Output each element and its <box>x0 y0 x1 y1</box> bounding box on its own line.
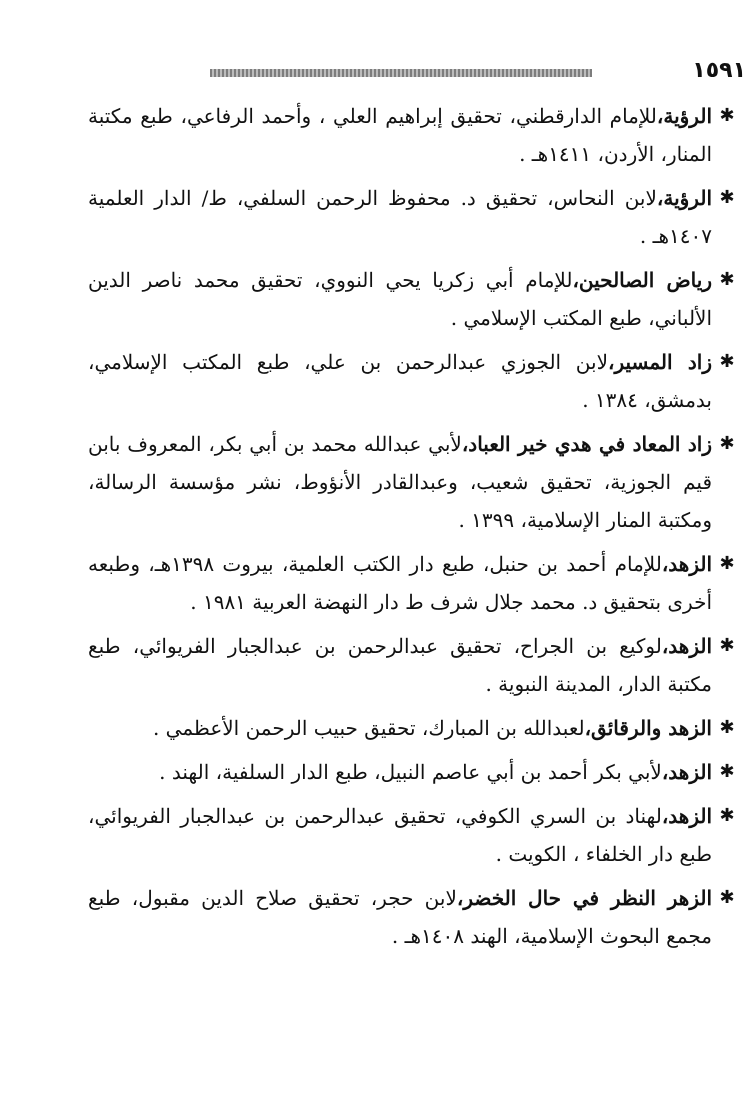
entry-text: لابن الجوزي عبدالرحمن بن علي، طبع المكتب الإسلامي، بدمشق، ١٣٨٤ . <box>88 350 712 412</box>
bibliography-list <box>88 97 738 961</box>
bibliography-entry <box>88 179 738 255</box>
entry-text: لوكيع بن الجراح، تحقيق عبدالرحمن بن عبدالجبار الفريوائي، طبع مكتبة الدار، المدينة النبوية . <box>88 634 712 696</box>
entry-title: زاد المسير، <box>608 350 712 374</box>
entry-title: زاد المعاد في هدي خير العباد، <box>461 432 712 456</box>
bibliography-entry <box>88 97 738 173</box>
bibliography-entry <box>88 797 738 873</box>
entry-text: للإمام أحمد بن حنبل، طبع دار الكتب العلمية، بيروت ١٣٩٨هـ، وطبعه أخرى بتحقيق د. محمد جلال شرف ط دار النهضة العربية ١٩٨١ . <box>88 552 712 614</box>
bibliography-entry <box>88 425 738 539</box>
page-number: ١٥٩١ <box>692 58 746 83</box>
bibliography-entry <box>88 627 738 703</box>
asterisk-icon: ✱ <box>719 269 735 290</box>
bibliography-entry <box>88 753 738 791</box>
asterisk-icon: ✱ <box>719 433 735 454</box>
asterisk-icon: ✱ <box>719 105 735 126</box>
asterisk-icon: ✱ <box>719 187 735 208</box>
entry-text: لأبي عبدالله محمد بن أبي بكر، المعروف بابن قيم الجوزية، تحقيق شعيب، وعبدالقادر الأنؤوط، نشر مؤسسة الرسالة، ومكتبة المنار الإسلامية، ١٣٩٩ . <box>88 432 712 532</box>
asterisk-icon: ✱ <box>719 761 735 782</box>
entry-title: الرؤية، <box>656 104 712 128</box>
entry-title: الرؤية، <box>656 186 712 210</box>
bibliography-entry <box>88 709 738 747</box>
entry-text: لابن حجر، تحقيق صلاح الدين مقبول، طبع مجمع البحوث الإسلامية، الهند ١٤٠٨هـ . <box>88 886 712 948</box>
bibliography-entry <box>88 261 738 337</box>
entry-title: رياض الصالحين، <box>572 268 712 292</box>
bibliography-entry <box>88 343 738 419</box>
asterisk-icon: ✱ <box>719 805 735 826</box>
asterisk-icon: ✱ <box>719 635 735 656</box>
bibliography-entry <box>88 545 738 621</box>
bibliography-entry <box>88 879 738 955</box>
entry-title: الزهد، <box>661 552 712 576</box>
asterisk-icon: ✱ <box>719 553 735 574</box>
page-header <box>0 56 746 96</box>
entry-text: لهناد بن السري الكوفي، تحقيق عبدالرحمن بن عبدالجبار الفريوائي، طبع دار الخلفاء ، الكويت . <box>88 804 712 866</box>
entry-title: الزهد، <box>661 634 712 658</box>
entry-title: الزهد والرقائق، <box>584 716 712 740</box>
header-rule <box>210 69 592 77</box>
entry-text: للإمام أبي زكريا يحي النووي، تحقيق محمد ناصر الدين الألباني، طبع المكتب الإسلامي . <box>88 268 712 330</box>
asterisk-icon: ✱ <box>719 351 735 372</box>
entry-text: لابن النحاس، تحقيق د. محفوظ الرحمن السلفي، ط/ الدار العلمية ١٤٠٧هـ . <box>88 186 712 248</box>
entry-title: الزهر النظر في حال الخضر، <box>456 886 713 910</box>
asterisk-icon: ✱ <box>719 717 735 738</box>
entry-title: الزهد، <box>661 804 712 828</box>
entry-text: للإمام الدارقطني، تحقيق إبراهيم العلي ، وأحمد الرفاعي، طبع مكتبة المنار، الأردن، ١٤١١هـ . <box>88 104 712 166</box>
entry-title: الزهد، <box>661 760 712 784</box>
entry-text: لعبدالله بن المبارك، تحقيق حبيب الرحمن الأعظمي . <box>152 716 585 740</box>
entry-text: لأبي بكر أحمد بن أبي عاصم النبيل، طبع الدار السلفية، الهند . <box>159 760 662 784</box>
asterisk-icon: ✱ <box>719 887 735 908</box>
